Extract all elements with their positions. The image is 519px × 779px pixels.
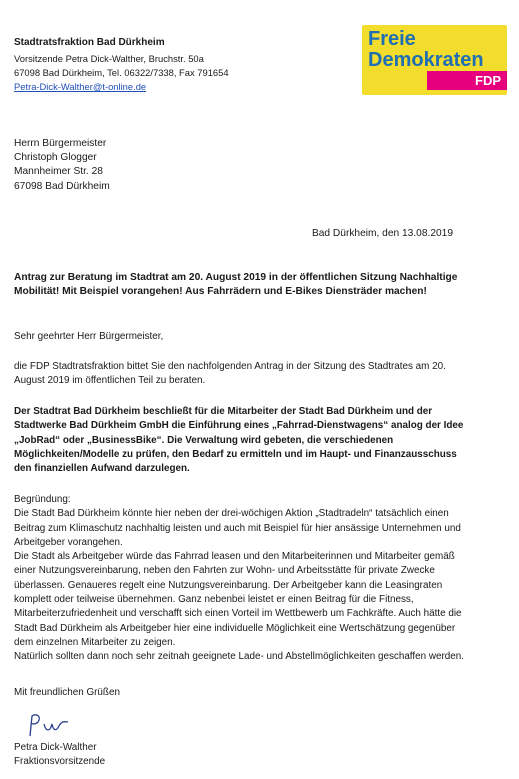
sender-address: Vorsitzende Petra Dick-Walther, Bruchstr. 50a bbox=[14, 53, 204, 64]
signer-name: Petra Dick-Walther bbox=[14, 742, 97, 753]
recipient-address bbox=[14, 137, 110, 194]
sender-contact: 67098 Bad Dürkheim, Tel. 06322/7338, Fax 791654 bbox=[14, 67, 229, 78]
logo-badge: FDP bbox=[427, 71, 507, 90]
sender-block bbox=[14, 36, 229, 94]
recipient-line-3: Mannheimer Str. 28 bbox=[14, 166, 103, 178]
logo-line-1: Freie bbox=[368, 28, 416, 50]
sender-org: Stadtratsfraktion Bad Dürkheim bbox=[14, 37, 165, 48]
closing-phrase: Mit freundlichen Grüßen bbox=[14, 687, 120, 698]
salutation: Sehr geehrter Herr Bürgermeister, bbox=[14, 331, 164, 342]
logo-line-2: Demokraten bbox=[368, 49, 484, 71]
sender-email-link[interactable]: Petra-Dick-Walther@t-online.de bbox=[14, 81, 147, 92]
signer-block bbox=[14, 741, 105, 770]
recipient-line-4: 67098 Bad Dürkheim bbox=[14, 180, 110, 192]
recipient-line-2: Christoph Glogger bbox=[14, 152, 97, 164]
reason-paragraph-2: Die Stadt als Arbeitgeber würde das Fahrrad leasen und den Mitarbeiterinnen und Mitarbeiter gemäß einer Nutzungsvereinbarung, neben den Fahrten zur Wohn- und Arbeitsstätte für private Zwecke überlassen. Genaueres regelt eine Nutzungsvereinbarung. Der Arbeitgeber kann die Leasingraten komplett oder teilweise übernehmen. Ganz nebenbei leistet er einen Beitrag für die Fitness, Mitarbeiterzufriedenheit und verschafft sich einen Vorteil im Wettbewerb um Fachkräfte. Auch hätte die Stadt Bad Dürkheim als Arbeitgeber hier eine individuelle Möglichkeit eine Wertschätzung gegenüber dem einzelnen Mitarbeiter zu zeigen. bbox=[14, 551, 462, 648]
reason-label: Begründung: bbox=[14, 494, 71, 505]
fdp-logo bbox=[362, 25, 507, 95]
letter-date: Bad Dürkheim, den 13.08.2019 bbox=[311, 228, 453, 239]
letter-subject: Antrag zur Beratung im Stadtrat am 20. August 2019 in der öffentlichen Sitzung Nachhaltige Mobilität! Mit Beispiel vorangehen! Aus Fahrrädern und E-Bikes Diensträder machen! bbox=[14, 272, 458, 298]
intro-paragraph: die FDP Stadtratsfraktion bittet Sie den nachfolgenden Antrag in der Sitzung des Stadtrates am 20. August 2019 im öffentlichen Teil zu beraten. bbox=[14, 361, 446, 387]
recipient-line-1: Herrn Bürgermeister bbox=[14, 138, 107, 149]
reason-paragraph-3: Natürlich sollten dann noch sehr zeitnah geeignete Lade- und Abstellmöglichkeiten geschaffen werden. bbox=[14, 651, 464, 663]
reason-paragraph-1: Die Stadt Bad Dürkheim könnte hier neben der drei-wöchigen Aktion „Stadtradeln“ tatsächlich einen Beitrag zum Klimaschutz nachhaltig leisten und auch mit Beispiel für hier ansässige Unternehmen und Arbeitgeber vorangehen. bbox=[14, 508, 461, 548]
handwritten-signature bbox=[26, 710, 86, 740]
signer-title: Fraktionsvorsitzende bbox=[14, 756, 106, 768]
reason-section bbox=[14, 493, 474, 665]
motion-paragraph: Der Stadtrat Bad Dürkheim beschließt für die Mitarbeiter der Stadt Bad Dürkheim und der Stadtwerke Bad Dürkheim GmbH die Einführung eines „Fahrrad-Dienstwagens“ analog der Idee „JobRad“ oder „BusinessBike“. Die Verwaltung wird gebeten, die verschiedenen Möglichkeiten/Modelle zu prüfen, den Bedarf zu ermitteln und im Haupt- und Finanzausschuss den finanziellen Aufwand darzulegen. bbox=[14, 406, 464, 475]
